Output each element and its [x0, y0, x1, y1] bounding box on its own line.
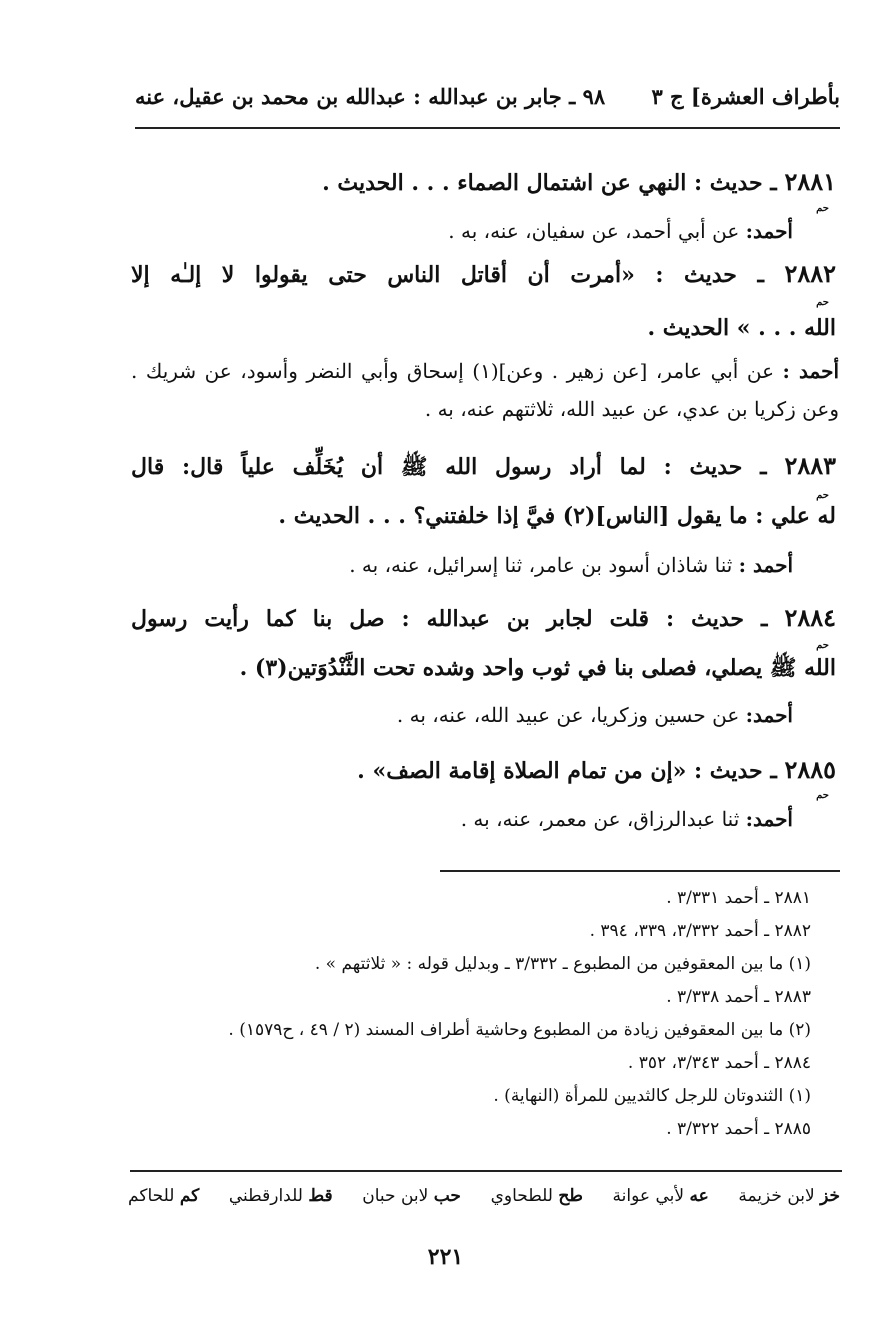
hadith-heading: ـ حديث : لما أراد رسول الله ﷺ أن يُخَلِّف علياً قال: قال [131, 454, 767, 480]
hadith-heading: ـ حديث : «إن من تمام الصلاة إقامة الصف» . [357, 758, 777, 784]
hadith-number: ٢٨٨٣ [784, 451, 836, 480]
chain-text: عن أبي عامر، [عن زهير . وعن](١) إسحاق وأبي النضر وأسود، عن شريك . وعن زكريا بن عدي، عن عبيد الله، ثلاثتهم عنه، به . [131, 359, 839, 421]
key-divider [130, 1170, 842, 1172]
footnote: (٢) ما بين المعقوفين زيادة من المطبوع وحاشية أطراف المسند (٢ / ٤٩ ، ح١٥٧٩) . [228, 1020, 811, 1040]
hadith-heading: ـ حديث : «أمرت أن أقاتل الناس حتى يقولوا لا إلـٰه إلا [131, 262, 764, 288]
footnote: ٢٨٨٣ ـ أحمد ٣/٣٣٨ . [666, 987, 811, 1007]
footnote: (١) الثندوتان للرجل كالثديين للمرأة (النهاية) . [493, 1086, 811, 1106]
chain-label: أحمد : [782, 359, 840, 383]
hadith-number: ٢٨٨٢ [784, 259, 836, 288]
chain-label: أحمد: [745, 219, 793, 243]
isnad-chain [143, 800, 793, 838]
source-mark: حم [816, 297, 829, 308]
chain-label: أحمد: [745, 807, 793, 831]
footnote: ٢٨٨٤ ـ أحمد ٣/٣٤٣، ٣٥٢ . [627, 1053, 811, 1073]
key-item: خز لابن خزيمة [738, 1186, 840, 1206]
page-number: ٢٢١ [427, 1244, 464, 1270]
hadith-heading-continued: له علي : ما يقول [الناس](٢) فيَّ إذا خلفتني؟ . . . الحديث . [278, 503, 836, 529]
hadith-entry-2884 [131, 600, 836, 637]
key-item: قط للدارقطني [228, 1186, 333, 1206]
abbreviation-key [128, 1186, 840, 1206]
chain-text: عن حسين وزكريا، عن عبيد الله، عنه، به . [396, 703, 740, 727]
isnad-chain [143, 696, 793, 734]
key-item: كم للحاكم [128, 1186, 200, 1206]
footnote: (١) ما بين المعقوفين من المطبوع ـ ٣/٣٣٢ ـ وبدليل قوله : « ثلاثتهم » . [314, 954, 811, 974]
running-head [135, 84, 840, 114]
book-title: بأطراف العشرة] ج ٣ [651, 84, 840, 109]
key-item: عه لأبي عوانة [612, 1186, 709, 1206]
header-divider [135, 127, 840, 129]
hadith-heading: ـ حديث : النهي عن اشتمال الصماء . . . الحديث . [322, 170, 777, 196]
hadith-heading: ـ حديث : قلت لجابر بن عبدالله : صل بنا كما رأيت رسول [131, 606, 768, 632]
hadith-number: ٢٨٨٥ [784, 755, 836, 784]
hadith-heading-continued: الله . . . » الحديث . [647, 315, 836, 341]
footnote-divider [440, 870, 840, 872]
hadith-entry-2882 [131, 256, 836, 293]
isnad-chain [131, 352, 839, 428]
key-item: حب لابن حبان [362, 1186, 461, 1206]
footnote: ٢٨٨١ ـ أحمد ٣/٣٣١ . [666, 888, 811, 908]
key-item: طح للطحاوي [490, 1186, 583, 1206]
footnote: ٢٨٨٥ ـ أحمد ٣/٣٢٢ . [666, 1119, 811, 1139]
source-mark: حم [816, 203, 829, 214]
chain-text: عن أبي أحمد، عن سفيان، عنه، به . [448, 219, 740, 243]
footnote: ٢٨٨٢ ـ أحمد ٣/٣٣٢، ٣٣٩، ٣٩٤ . [589, 921, 811, 941]
isnad-chain [143, 546, 793, 584]
hadith-number: ٢٨٨١ [784, 167, 836, 196]
source-mark: حم [816, 640, 829, 651]
source-mark: حم [816, 490, 829, 501]
hadith-entry-2883 [131, 448, 836, 485]
chain-label: أحمد : [738, 553, 793, 577]
chain-label: أحمد: [745, 703, 793, 727]
hadith-heading-continued: الله ﷺ يصلي، فصلى بنا في ثوب واحد وشده تحت الثَّنْدُوَتين(٣) . [239, 655, 836, 681]
hadith-entry-2881 [126, 164, 836, 201]
source-mark: حم [816, 790, 829, 801]
hadith-number: ٢٨٨٤ [784, 603, 836, 632]
chain-text: ثنا شاذان أسود بن عامر، ثنا إسرائيل، عنه، به . [349, 553, 733, 577]
section-title: ٩٨ ـ جابر بن عبدالله : عبدالله بن محمد بن عقيل، عنه [135, 84, 606, 109]
chain-text: ثنا عبدالرزاق، عن معمر، عنه، به . [460, 807, 740, 831]
hadith-entry-2885 [126, 752, 836, 789]
isnad-chain [143, 212, 793, 250]
